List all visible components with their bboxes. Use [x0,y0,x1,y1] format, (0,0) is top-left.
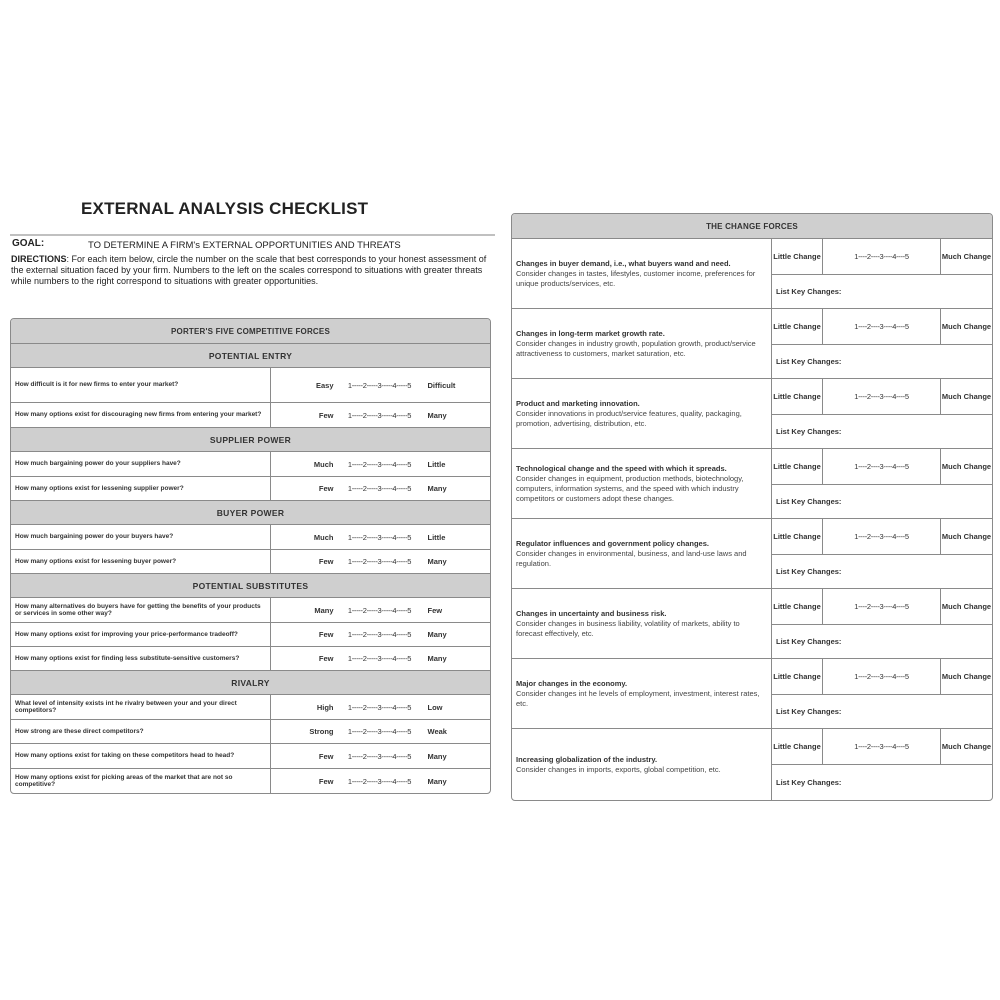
much-change-label: Much Change [940,239,992,274]
list-key-changes-field[interactable]: List Key Changes: [776,778,842,787]
change-force-row [512,729,992,800]
section-header: BUYER POWER [11,501,490,525]
list-key-changes-field[interactable]: List Key Changes: [776,287,842,296]
list-key-changes-field[interactable]: List Key Changes: [776,357,842,366]
change-force-detail: Consider changes in environmental, business, and land-use laws and regulation. [516,548,747,568]
question-row [11,403,490,428]
scale-numbers[interactable]: 1-----2-----3-----4-----5 [347,410,412,420]
question-text: What level of intensity exists int he rivalry between your and your direct competitors? [11,695,271,719]
directions-text: : For each item below, circle the number on the scale that best corresponds to your honest assessment of the external situation faced by your firm. Numbers to the left on the scales correspond to situations with greater threats while numbers to the right correspond to situations with greater opportunities. [11,254,487,286]
question-text: How many options exist for lessening supplier power? [11,477,271,500]
scale-low-label: Few [318,630,334,639]
little-change-label: Little Change [772,519,823,554]
scale-high-label: Many [427,751,447,761]
little-change-label: Little Change [772,659,823,694]
question-row [11,623,490,647]
rating-scale[interactable] [271,403,490,427]
scale-numbers[interactable]: 1-----2-----3-----4-----5 [347,751,412,761]
scale-low-label: Few [318,557,334,566]
change-forces-header: THE CHANGE FORCES [512,214,992,239]
change-force-description [512,519,772,588]
question-text: How much bargaining power do your suppliers have? [11,452,271,476]
change-scale-row [772,729,992,765]
change-force-detail: Consider changes in tastes, lifestyles, customer income, preferences for unique products/services, etc. [516,268,756,288]
scale-high-label: Difficult [427,380,456,390]
rating-scale[interactable] [271,744,490,768]
change-scale-numbers[interactable]: 1----2----3----4----5 [854,462,909,471]
change-scale-numbers[interactable]: 1----2----3----4----5 [854,672,909,681]
rating-scale[interactable] [271,598,490,622]
list-key-changes-field[interactable]: List Key Changes: [776,707,842,716]
directions [11,254,496,287]
change-scale-row [772,309,992,345]
porter-forces-table [10,318,491,794]
little-change-label: Little Change [772,379,823,414]
change-force-title: Product and marketing innovation. [516,398,640,408]
change-force-title: Technological change and the speed with which it spreads. [516,463,727,473]
question-text: How many options exist for discouraging new firms from entering your market? [11,403,271,427]
scale-low-label: Easy [315,380,334,390]
change-force-title: Major changes in the economy. [516,678,628,688]
change-scale-row [772,239,992,275]
scale-high-label: Many [427,654,447,663]
section-header: POTENTIAL ENTRY [11,344,490,368]
scale-low-label: High [316,702,334,712]
question-text: How many options exist for picking areas of the market that are not so competitive? [11,769,271,793]
change-force-rating [772,309,992,378]
section-header: SUPPLIER POWER [11,428,490,452]
change-force-description [512,239,772,308]
scale-numbers[interactable]: 1-----2-----3-----4-----5 [347,459,412,469]
change-scale-numbers[interactable]: 1----2----3----4----5 [854,392,909,401]
rating-scale[interactable] [271,720,490,743]
change-force-detail: Consider innovations in product/service features, quality, packaging, promotion, advertising, distribution, etc. [516,408,742,428]
change-force-rating [772,379,992,448]
scale-high-label: Many [427,630,447,639]
little-change-label: Little Change [772,309,823,344]
scale-high-label: Many [427,776,447,786]
section-header: RIVALRY [11,671,490,695]
change-force-rating [772,659,992,728]
change-force-rating [772,589,992,658]
much-change-label: Much Change [940,729,992,764]
change-scale-row [772,449,992,485]
change-force-description [512,379,772,448]
change-force-description [512,729,772,800]
list-key-changes-field[interactable]: List Key Changes: [776,427,842,436]
change-force-title: Changes in buyer demand, i.e., what buyers wand and need. [516,258,731,268]
rating-scale[interactable] [271,368,490,402]
question-row [11,525,490,550]
question-row [11,550,490,574]
list-key-changes-field[interactable]: List Key Changes: [776,497,842,506]
change-force-row [512,519,992,589]
scale-low-label: Much [313,459,334,469]
scale-high-label: Many [427,557,447,566]
change-force-detail: Consider changes in imports, exports, global competition, etc. [516,764,721,774]
scale-numbers[interactable]: 1-----2-----3-----4-----5 [347,380,412,390]
change-scale-numbers[interactable]: 1----2----3----4----5 [854,322,909,331]
porter-forces-header: PORTER'S FIVE COMPETITIVE FORCES [11,319,490,344]
scale-low-label: Many [314,605,334,615]
question-text: How difficult is it for new firms to enter your market? [11,368,271,402]
rating-scale[interactable] [271,695,490,719]
change-scale-numbers[interactable]: 1----2----3----4----5 [854,602,909,611]
change-scale-numbers[interactable]: 1----2----3----4----5 [854,252,909,261]
change-force-title: Changes in long-term market growth rate. [516,328,665,338]
change-force-row [512,309,992,379]
goal-label: GOAL: [12,238,45,249]
much-change-label: Much Change [940,659,992,694]
question-row [11,769,490,793]
change-force-description [512,309,772,378]
scale-high-label: Many [427,410,447,420]
scale-low-label: Few [318,654,334,663]
page-title: EXTERNAL ANALYSIS CHECKLIST [81,199,369,218]
scale-numbers[interactable]: 1-----2-----3-----4-----5 [347,630,412,639]
change-force-detail: Consider changes in industry growth, population growth, product/service attractiveness to customers, market saturation, etc. [516,338,756,358]
rating-scale[interactable] [271,550,490,573]
scale-high-label: Many [427,484,447,493]
scale-numbers[interactable]: 1-----2-----3-----4-----5 [347,484,412,493]
scale-numbers[interactable]: 1-----2-----3-----4-----5 [347,727,412,736]
question-row [11,452,490,477]
rating-scale[interactable] [271,769,490,793]
rating-scale[interactable] [271,452,490,476]
scale-numbers[interactable]: 1-----2-----3-----4-----5 [347,557,412,566]
question-text: How many options exist for finding less substitute-sensitive customers? [11,647,271,670]
change-force-rating [772,519,992,588]
goal-text: TO DETERMINE A FIRM's EXTERNAL OPPORTUNITIES AND THREATS [88,240,401,251]
question-row [11,598,490,623]
list-key-changes-field[interactable]: List Key Changes: [776,637,842,646]
change-force-description [512,659,772,728]
change-force-title: Regulator influences and government policy changes. [516,538,709,548]
change-force-description [512,589,772,658]
much-change-label: Much Change [940,449,992,484]
scale-low-label: Few [318,484,334,493]
question-row [11,744,490,769]
scale-low-label: Few [318,410,334,420]
change-force-row [512,449,992,519]
change-forces-table [511,213,993,801]
question-text: How many options exist for improving your price-performance tradeoff? [11,623,271,646]
scale-low-label: Few [318,751,334,761]
section-header: POTENTIAL SUBSTITUTES [11,574,490,598]
much-change-label: Much Change [940,379,992,414]
rating-scale[interactable] [271,623,490,646]
scale-high-label: Little [427,459,446,469]
little-change-label: Little Change [772,729,823,764]
change-scale-row [772,519,992,555]
question-row [11,368,490,403]
change-scale-row [772,589,992,625]
change-force-detail: Consider changes in business liability, volatility of markets, ability to forecast effectively, etc. [516,618,740,638]
question-row [11,647,490,671]
scale-high-label: Few [427,605,443,615]
question-row [11,695,490,720]
change-force-rating [772,239,992,308]
question-text: How much bargaining power do your buyers have? [11,525,271,549]
rating-scale[interactable] [271,647,490,670]
scale-numbers[interactable]: 1-----2-----3-----4-----5 [347,702,412,712]
little-change-label: Little Change [772,589,823,624]
change-force-detail: Consider changes int he levels of employment, investment, interest rates, etc. [516,688,760,708]
scale-numbers[interactable]: 1-----2-----3-----4-----5 [347,532,412,542]
change-force-row [512,659,992,729]
much-change-label: Much Change [940,519,992,554]
change-force-detail: Consider changes in equipment, production methods, biotechnology, computers, information systems, and the speed with which industry competitors or customers adopt these changes. [516,473,744,503]
scale-numbers[interactable]: 1-----2-----3-----4-----5 [347,654,412,663]
question-text: How many options exist for lessening buyer power? [11,550,271,573]
little-change-label: Little Change [772,239,823,274]
list-key-changes-field[interactable]: List Key Changes: [776,567,842,576]
change-force-description [512,449,772,518]
scale-numbers[interactable]: 1-----2-----3-----4-----5 [347,776,412,786]
question-row [11,477,490,501]
scale-numbers[interactable]: 1-----2-----3-----4-----5 [347,605,412,615]
scale-high-label: Low [427,702,443,712]
question-text: How strong are these direct competitors? [11,720,271,743]
change-force-title: Changes in uncertainty and business risk. [516,608,667,618]
title-divider [10,234,495,236]
much-change-label: Much Change [940,309,992,344]
question-row [11,720,490,744]
change-force-rating [772,449,992,518]
change-force-title: Increasing globalization of the industry. [516,754,658,764]
much-change-label: Much Change [940,589,992,624]
question-text: How many options exist for taking on these competitors head to head? [11,744,271,768]
change-scale-numbers[interactable]: 1----2----3----4----5 [854,742,909,751]
directions-label: DIRECTIONS [11,254,67,264]
scale-high-label: Weak [427,727,447,736]
change-force-row [512,379,992,449]
change-force-row [512,239,992,309]
scale-low-label: Strong [309,727,334,736]
change-scale-numbers[interactable]: 1----2----3----4----5 [854,532,909,541]
rating-scale[interactable] [271,477,490,500]
rating-scale[interactable] [271,525,490,549]
change-force-rating [772,729,992,800]
change-scale-row [772,379,992,415]
little-change-label: Little Change [772,449,823,484]
scale-low-label: Few [318,776,334,786]
scale-high-label: Little [427,532,446,542]
question-text: How many alternatives do buyers have for getting the benefits of your products or services in some other way? [11,598,271,622]
scale-low-label: Much [313,532,334,542]
change-scale-row [772,659,992,695]
change-force-row [512,589,992,659]
